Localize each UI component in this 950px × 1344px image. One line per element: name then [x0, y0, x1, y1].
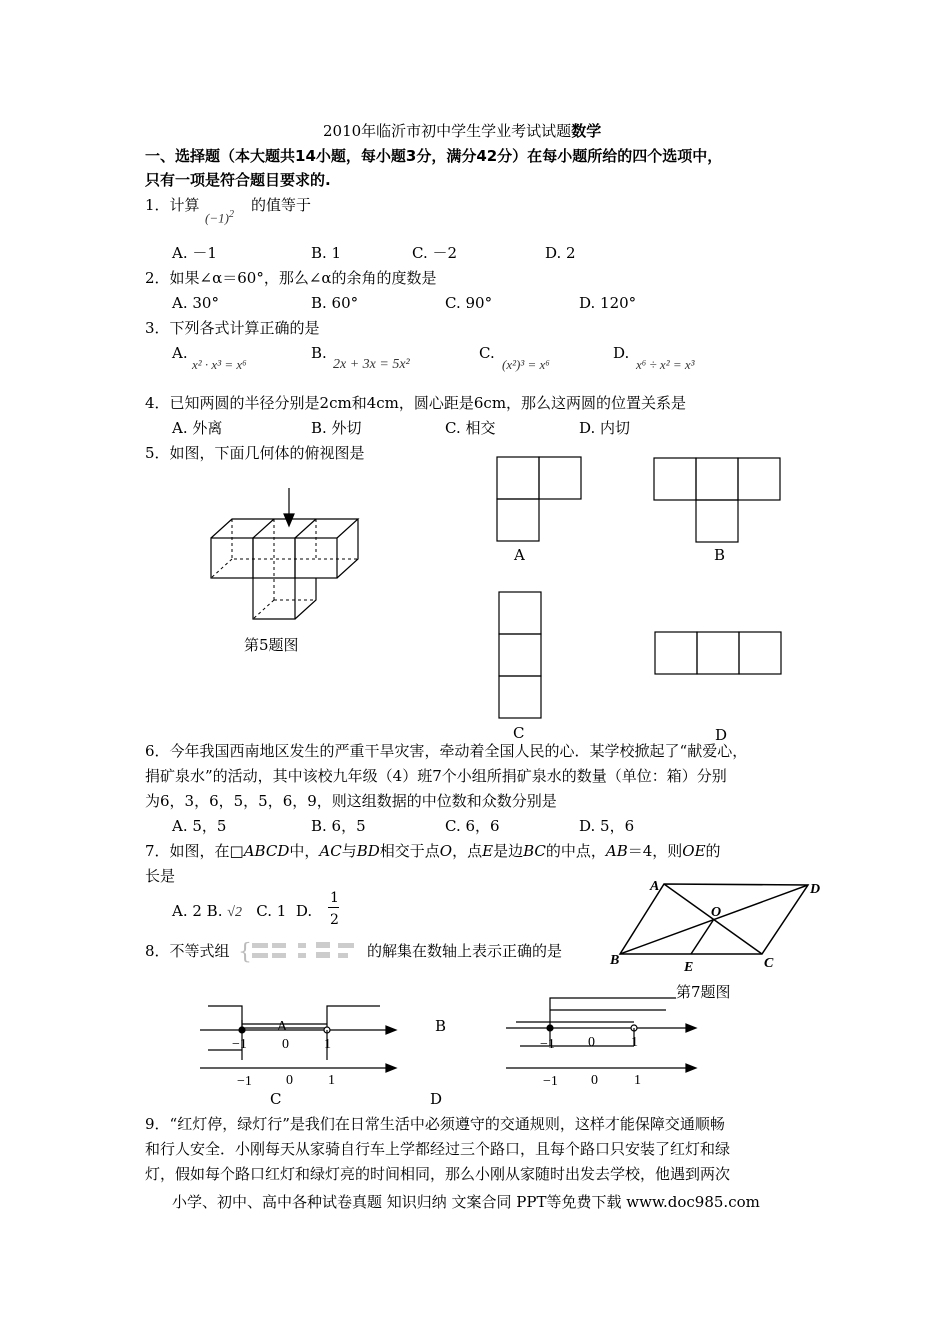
- q4-option-d: D. 内切: [579, 419, 631, 437]
- q7-frac-den: 2: [330, 912, 339, 928]
- title-subject: 数学: [571, 122, 602, 140]
- q4-option-c: C. 相交: [445, 419, 496, 437]
- q6-line1: 6．今年我国西南地区发生的严重干旱灾害，牵动着全国人民的心．某学校掀起了“献爱心，: [145, 742, 748, 760]
- q6-line3: 为6，3，6，5，5，6，9，则这组数据的中位数和众数分别是: [145, 792, 557, 810]
- q5-option-c-figure: [498, 591, 546, 723]
- q2-option-d: D. 120°: [579, 294, 637, 312]
- q8-a-tick-neg1: −1: [232, 1037, 247, 1052]
- q8-c-tick-neg1: −1: [237, 1074, 252, 1089]
- q7-options: [172, 901, 312, 923]
- q7-option-c: C. 1: [256, 902, 287, 920]
- q8-stem-a: 8．不等式组: [145, 942, 230, 960]
- q6-option-a: A. 5，5: [172, 817, 227, 835]
- q1-option-b: B. 1: [311, 244, 342, 262]
- q2-option-c: C. 90°: [445, 294, 493, 312]
- q8-numberline-right: [506, 994, 706, 1089]
- q8-b-tick-1: 1: [631, 1035, 638, 1050]
- q9-line3: 灯，假如每个路口红灯和绿灯亮的时间相同，那么小刚从家随时出发去学校，他遇到两次: [145, 1165, 731, 1183]
- q7-point-b: B: [610, 953, 620, 968]
- q3-option-d: D.: [613, 344, 630, 362]
- q1-option-c: C. －2: [412, 244, 458, 262]
- q3-option-c-expr: (x²)³ = x⁶: [502, 357, 550, 372]
- q4-option-b: B. 外切: [311, 419, 362, 437]
- q7-sqrt2: √2: [227, 905, 242, 920]
- q5-option-b-figure: [653, 457, 785, 547]
- q5-option-d-label: D: [715, 726, 728, 744]
- q3-option-a-expr: x² · x³ = x⁶: [192, 357, 247, 372]
- q8-label-b: B: [435, 1017, 447, 1035]
- q1-stem: 1．计算: [145, 196, 200, 214]
- q8-a-tick-1: 1: [324, 1037, 331, 1052]
- q7-option-d: D.: [295, 902, 313, 920]
- section-header-line1: 一、选择题（本大题共14小题，每小题3分，满分42分）在每小题所给的四个选项中，: [145, 147, 723, 165]
- q8-d-tick-0: 0: [591, 1073, 598, 1088]
- q6-line2: 捐矿泉水”的活动，其中该校九年级（4）班7个小组所捐矿泉水的数量（单位：箱）分别: [145, 767, 727, 785]
- q8-stem-b: 的解集在数轴上表示正确的是: [367, 942, 563, 960]
- q7-point-a: A: [650, 879, 660, 894]
- q7-parallelogram-figure: [608, 874, 828, 974]
- q8-d-tick-1: 1: [634, 1073, 641, 1088]
- q8-c-tick-1: 1: [328, 1073, 335, 1088]
- q1-option-d: D. 2: [545, 244, 576, 262]
- q4-option-a: A. 外离: [172, 419, 223, 437]
- q5-option-a-figure: [496, 456, 586, 546]
- q7-point-d: D: [810, 882, 821, 897]
- q8-a-tick-0: 0: [282, 1037, 289, 1052]
- q7-point-o: O: [711, 905, 722, 920]
- q7-line1: 7．如图，在□ABCD中，AC与BD相交于点O，点E是边BC的中点，AB＝4，则OE的: [145, 842, 721, 860]
- q6-option-b: B. 6，5: [311, 817, 366, 835]
- q5-option-b-label: B: [714, 546, 726, 564]
- q5-option-c-label: C: [513, 724, 525, 742]
- q5-stem: 5．如图，下面几何体的俯视图是: [145, 444, 365, 462]
- q7-frac-num: 1: [330, 890, 339, 906]
- q3-stem: 3．下列各式计算正确的是: [145, 319, 320, 337]
- q8-label-c: C: [270, 1090, 282, 1108]
- page-footer: 小学、初中、高中各种试卷真题 知识归纳 文案合同 PPT等免费下载 www.doc985.com: [172, 1193, 760, 1211]
- q9-line2: 和行人安全．小刚每天从家骑自行车上学都经过三个路口，且每个路口只安装了红灯和绿: [145, 1140, 731, 1158]
- svg-text:{: {: [238, 940, 252, 965]
- q8-b-tick-0: 0: [588, 1035, 595, 1050]
- q5-solid-figure: [205, 488, 365, 633]
- q6-option-c: C. 6，6: [445, 817, 500, 835]
- q5-option-d-figure: [654, 631, 786, 679]
- title-main: 2010年临沂市初中学生学业考试试题: [323, 122, 572, 140]
- q7-caption: 第7题图: [676, 983, 731, 1001]
- q8-label-d: D: [430, 1090, 443, 1108]
- q3-option-b: B.: [311, 344, 327, 362]
- q8-inequality-system-image: [238, 938, 368, 964]
- q2-option-a: A. 30°: [172, 294, 219, 312]
- q7-point-e: E: [684, 960, 694, 975]
- q5-option-a-label: A: [514, 546, 525, 564]
- q8-b-tick-neg1: −1: [540, 1037, 555, 1052]
- q1-tail: 的值等于: [251, 196, 312, 214]
- q8-label-a: A: [277, 1019, 288, 1034]
- q6-option-d: D. 5，6: [579, 817, 635, 835]
- q7-point-c: C: [764, 956, 774, 971]
- q2-option-b: B. 60°: [311, 294, 359, 312]
- q1-expression: $(-1)^2$: [205, 209, 234, 226]
- q3-option-c: C.: [479, 344, 495, 362]
- page-title: [323, 121, 601, 141]
- q1-option-a: A. －1: [172, 244, 217, 262]
- q2-stem: 2．如果∠α＝60°，那么∠α的余角的度数是: [145, 269, 437, 287]
- section-header-line2: 只有一项是符合题目要求的.: [145, 171, 331, 189]
- q8-d-tick-neg1: −1: [543, 1074, 558, 1089]
- q3-option-a: A.: [172, 344, 188, 362]
- q7-line2: 长是: [145, 867, 176, 885]
- q3-option-b-expr: 2x + 3x = 5x²: [333, 357, 410, 372]
- q7-options-ab: A. 2 B.: [172, 902, 223, 920]
- q8-c-tick-0: 0: [286, 1073, 293, 1088]
- q9-line1: 9．“红灯停，绿灯行”是我们在日常生活中必须遵守的交通规则，这样才能保障交通顺畅: [145, 1115, 725, 1133]
- q8-numberline-left: [200, 1000, 400, 1095]
- q7-frac-bar: [328, 907, 339, 908]
- q4-stem: 4．已知两圆的半径分别是2cm和4cm，圆心距是6cm，那么这两圆的位置关系是: [145, 394, 687, 412]
- q5-caption: 第5题图: [244, 636, 299, 654]
- q3-option-d-expr: x⁶ ÷ x² = x³: [636, 357, 695, 372]
